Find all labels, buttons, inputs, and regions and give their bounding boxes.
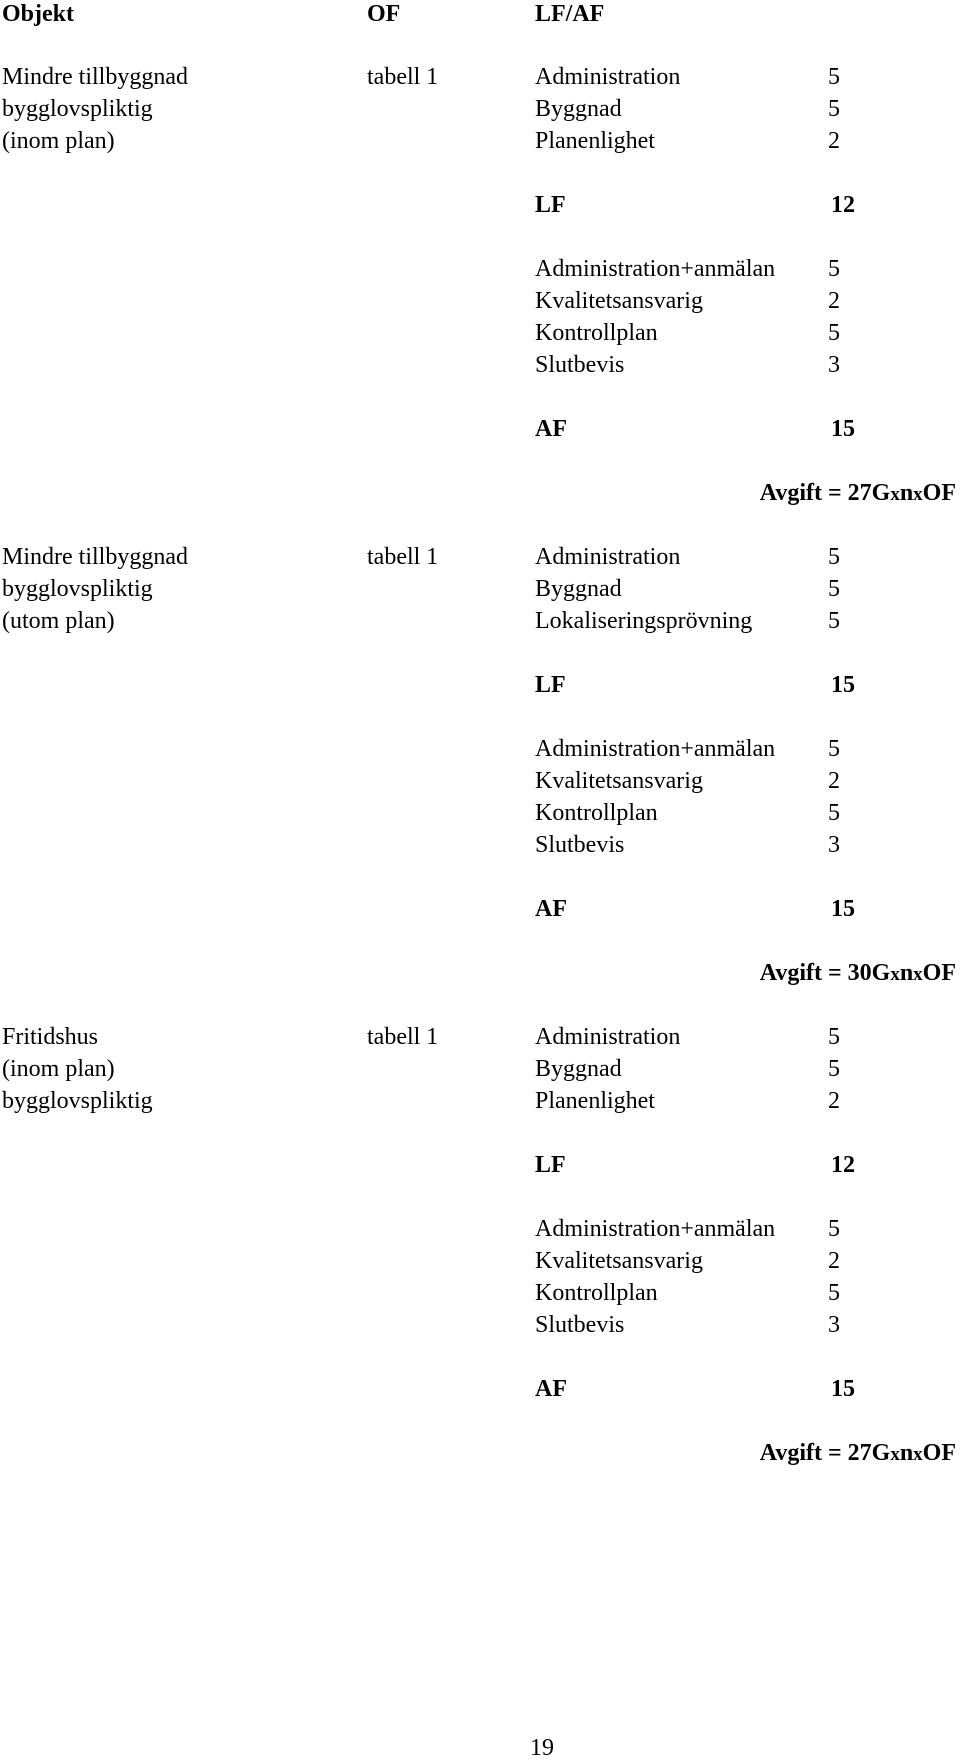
lf-item-label: Byggnad [535,576,622,602]
header-of: OF [367,1,401,27]
af-item-points: 2 [828,1248,840,1274]
objekt-line: (inom plan) [2,128,115,154]
af-item-points: 2 [828,288,840,314]
page-number: 19 [530,1735,554,1761]
header-lfaf: LF/AF [535,1,605,27]
objekt-line: Mindre tillbyggnad [2,64,188,90]
lf-item-points: 2 [828,1088,840,1114]
lf-item-label: Byggnad [535,96,622,122]
af-item-label: Kvalitetsansvarig [535,288,703,314]
af-item-label: Administration+anmälan [535,1216,776,1242]
lf-item-points: 5 [828,608,840,634]
lf-item-points: 5 [828,64,840,90]
af-item-points: 2 [828,768,840,794]
af-item-points: 5 [828,320,840,346]
af-sum: 15 [831,1376,855,1402]
objekt-line: Mindre tillbyggnad [2,544,188,570]
af-item-points: 3 [828,352,840,378]
af-item-points: 3 [828,832,840,858]
objekt-line: (utom plan) [2,608,115,634]
lf-item-label: Byggnad [535,1056,622,1082]
objekt-line: bygglovspliktig [2,96,153,122]
af-item-points: 3 [828,1312,840,1338]
af-item-label: Slutbevis [535,832,625,858]
af-item-label: Administration+anmälan [535,256,776,282]
af-item-points: 5 [828,256,840,282]
af-item-label: Kvalitetsansvarig [535,768,703,794]
af-sum-label: AF [535,1376,567,1402]
lf-sum-label: LF [535,672,566,698]
af-item-points: 5 [828,1280,840,1306]
af-item-label: Slutbevis [535,352,625,378]
lf-item-points: 2 [828,128,840,154]
af-sum: 15 [831,896,855,922]
lf-item-points: 5 [828,576,840,602]
lf-item-points: 5 [828,96,840,122]
lf-item-label: Planenlighet [535,1088,655,1114]
lf-item-label: Planenlighet [535,128,655,154]
af-item-label: Kvalitetsansvarig [535,1248,703,1274]
af-item-label: Slutbevis [535,1312,625,1338]
lf-sum-label: LF [535,192,566,218]
of-value: tabell 1 [367,64,439,90]
lf-sum: 12 [831,1152,855,1178]
af-item-points: 5 [828,1216,840,1242]
lf-item-label: Administration [535,1024,681,1050]
of-value: tabell 1 [367,1024,439,1050]
af-sum-label: AF [535,896,567,922]
lf-item-label: Administration [535,544,681,570]
lf-item-points: 5 [828,1056,840,1082]
af-item-label: Kontrollplan [535,320,658,346]
objekt-line: Fritidshus [2,1024,99,1050]
objekt-line: bygglovspliktig [2,576,153,602]
avgift-formula: Avgift = 27GxnxOF [759,1440,956,1466]
af-item-label: Kontrollplan [535,1280,658,1306]
header-objekt: Objekt [2,1,74,27]
af-item-label: Kontrollplan [535,800,658,826]
af-item-label: Administration+anmälan [535,736,776,762]
af-item-points: 5 [828,800,840,826]
af-sum-label: AF [535,416,567,442]
lf-sum: 12 [831,192,855,218]
of-value: tabell 1 [367,544,439,570]
lf-item-points: 5 [828,1024,840,1050]
af-item-points: 5 [828,736,840,762]
objekt-line: bygglovspliktig [2,1088,153,1114]
avgift-formula: Avgift = 30GxnxOF [759,960,956,986]
lf-item-points: 5 [828,544,840,570]
avgift-formula: Avgift = 27GxnxOF [759,480,956,506]
lf-item-label: Administration [535,64,681,90]
lf-sum-label: LF [535,1152,566,1178]
objekt-line: (inom plan) [2,1056,115,1082]
af-sum: 15 [831,416,855,442]
lf-item-label: Lokaliseringsprövning [535,608,753,634]
lf-sum: 15 [831,672,855,698]
